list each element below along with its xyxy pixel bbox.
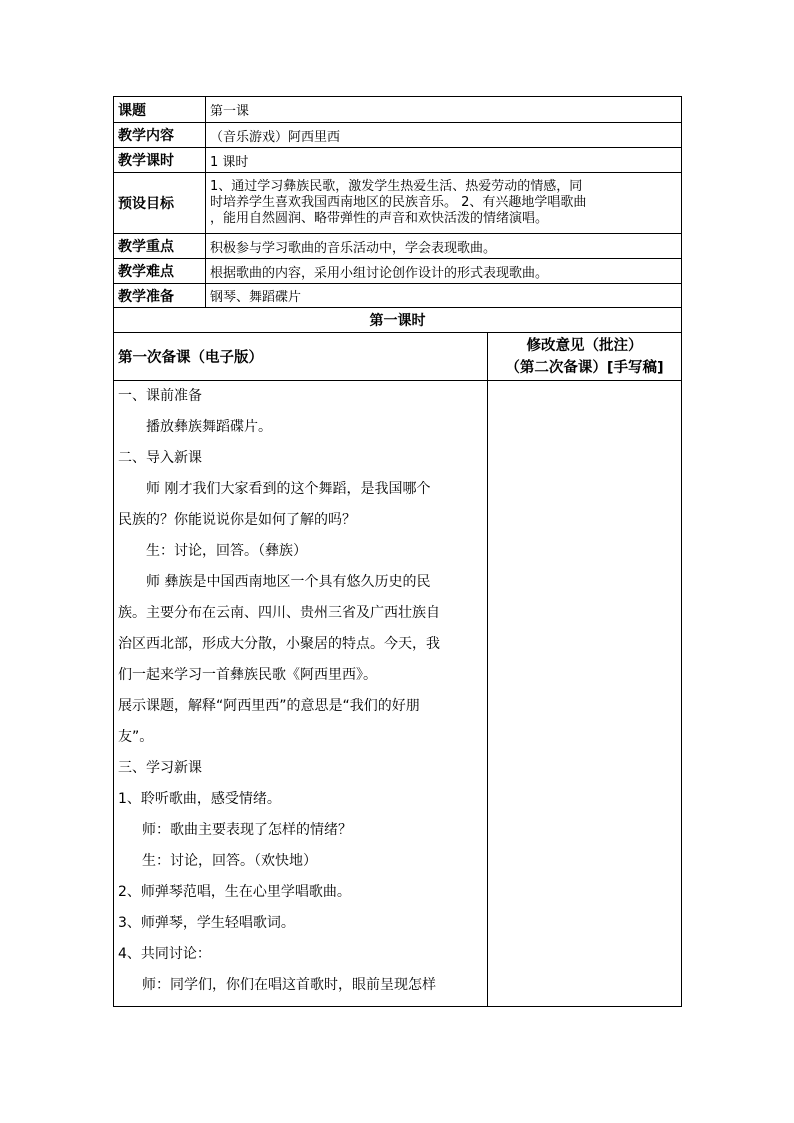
- content-label: 教学内容: [114, 123, 206, 148]
- body-line: 师 彝族是中国西南地区一个具有悠久历史的民: [146, 574, 431, 590]
- row-key-points: [114, 234, 682, 259]
- difficulties-value: 根据歌曲的内容，采用小组讨论创作设计的形式表现歌曲。: [206, 259, 682, 284]
- goals-value: [206, 173, 682, 234]
- row-session-title: [114, 308, 682, 333]
- body-line: 3、师弹琴，学生轻唱歌词。: [118, 915, 295, 931]
- body-line: 师：同学们，你们在唱这首歌时，眼前呈现怎样: [142, 977, 436, 993]
- topic-label: 课题: [114, 97, 206, 123]
- body-line: 4、共同讨论：: [118, 946, 211, 962]
- body-line: 三、学习新课: [118, 760, 202, 776]
- body-line: 展示课题，解释“阿西里西”的意思是“我们的好朋: [118, 698, 420, 714]
- revision-header-line: （第二次备课）[手写稿]: [505, 359, 664, 376]
- row-lesson-body: [114, 381, 682, 1007]
- lesson-plan-table: [113, 96, 682, 1007]
- revision-header: [488, 333, 682, 381]
- revision-header-line: 修改意见（批注）: [526, 337, 643, 354]
- row-hours: [114, 148, 682, 173]
- hours-value: 1 课时: [206, 148, 682, 173]
- body-line: 友”。: [118, 729, 154, 745]
- body-line: 民族的？你能说说你是如何了解的吗？: [118, 512, 356, 528]
- row-column-headers: [114, 333, 682, 381]
- body-line: 2、师弹琴范唱，生在心里学唱歌曲。: [118, 884, 351, 900]
- row-difficulties: [114, 259, 682, 284]
- first-prep-header: 第一次备课（电子版）: [114, 333, 488, 381]
- body-line: 师：歌曲主要表现了怎样的情绪？: [142, 822, 352, 838]
- body-line: 生：讨论，回答。（欢快地）: [142, 853, 317, 869]
- preparation-label: 教学准备: [114, 284, 206, 308]
- goals-line: 时培养学生喜欢我国西南地区的民族音乐。 2、有兴趣地学唱歌曲: [210, 195, 587, 210]
- body-line: 生：讨论，回答。（彝族）: [146, 543, 307, 559]
- content-value: （音乐游戏）阿西里西: [206, 123, 682, 148]
- row-topic: [114, 97, 682, 123]
- row-goals: [114, 173, 682, 234]
- body-line: 播放彝族舞蹈碟片。: [146, 419, 272, 435]
- body-line: 师 刚才我们大家看到的这个舞蹈，是我国哪个: [146, 481, 431, 497]
- body-line: 们一起来学习一首彝族民歌《阿西里西》。: [118, 667, 377, 683]
- hours-label: 教学课时: [114, 148, 206, 173]
- body-line: 治区西北部，形成大分散，小聚居的特点。今天，我: [118, 636, 440, 652]
- goals-line: 1、通过学习彝族民歌，激发学生热爱生活、热爱劳动的情感，同: [210, 179, 583, 194]
- lesson-body: [114, 381, 488, 1007]
- body-line: 族。主要分布在云南、四川、贵州三省及广西壮族自: [118, 605, 440, 621]
- key-points-value: 积极参与学习歌曲的音乐活动中，学会表现歌曲。: [206, 234, 682, 259]
- topic-value: 第一课: [206, 97, 682, 123]
- revision-notes-cell: [488, 381, 682, 1007]
- key-points-label: 教学重点: [114, 234, 206, 259]
- goals-line: ，能用自然圆润、略带弹性的声音和欢快活泼的情绪演唱。: [210, 211, 549, 226]
- session-title: 第一课时: [114, 308, 682, 333]
- body-line: 一、课前准备: [118, 388, 202, 404]
- body-line: 二、导入新课: [118, 450, 202, 466]
- goals-label: 预设目标: [114, 173, 206, 234]
- row-content: [114, 123, 682, 148]
- difficulties-label: 教学难点: [114, 259, 206, 284]
- body-line: 1、聆听歌曲，感受情绪。: [118, 791, 281, 807]
- row-preparation: [114, 284, 682, 308]
- preparation-value: 钢琴、舞蹈碟片: [206, 284, 682, 308]
